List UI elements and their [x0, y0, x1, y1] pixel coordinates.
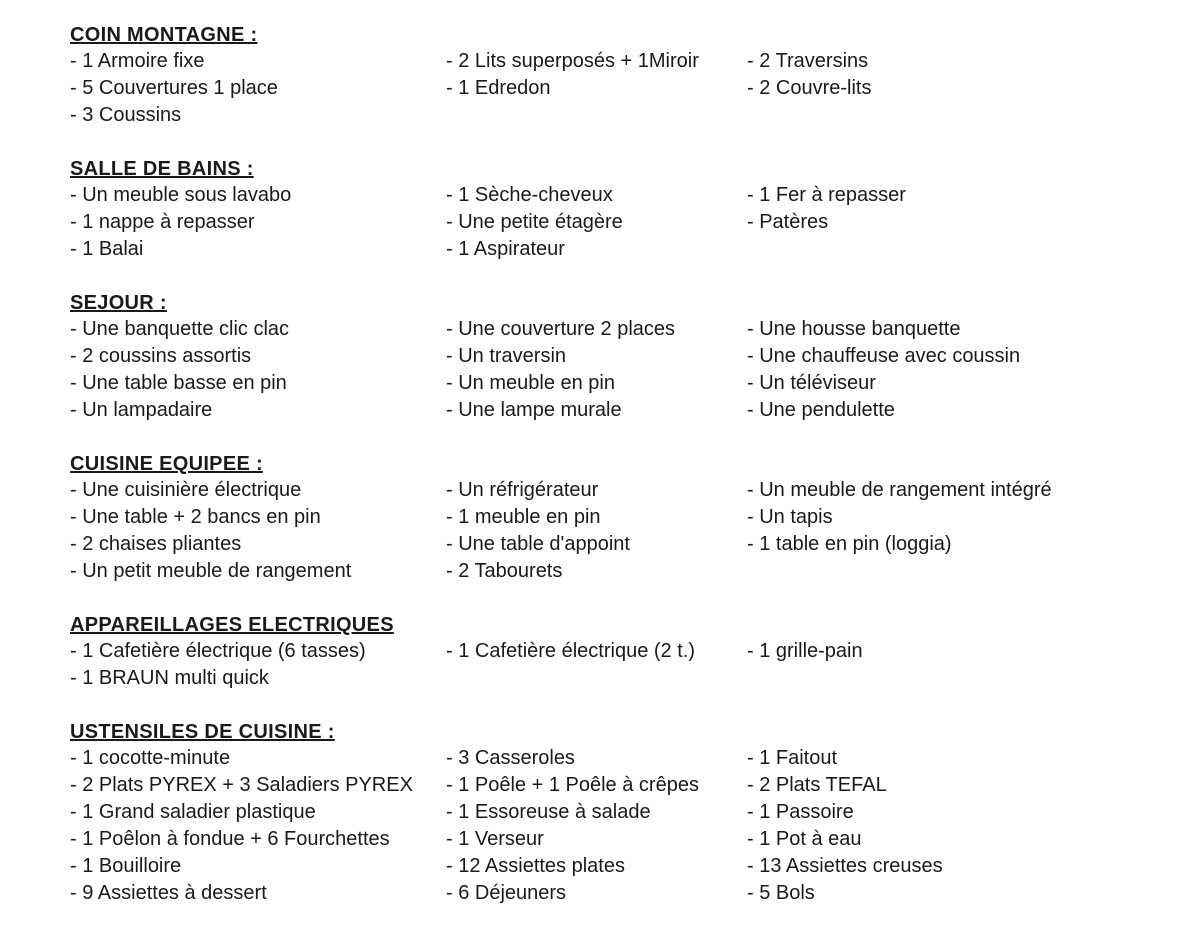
inventory-item: - 3 Casseroles [446, 747, 575, 769]
inventory-item: - 1 Edredon [446, 77, 551, 99]
inventory-item: - Une housse banquette [747, 318, 961, 340]
inventory-item: - Une cuisinière électrique [70, 479, 302, 501]
section-heading: COIN MONTAGNE : [70, 24, 258, 46]
inventory-item: - 1 Poêle + 1 Poêle à crêpes [446, 774, 699, 796]
inventory-item: - Un téléviseur [747, 372, 876, 394]
inventory-item: - 1 table en pin (loggia) [747, 533, 952, 555]
inventory-item: - Un traversin [446, 345, 567, 367]
inventory-item: - 12 Assiettes plates [446, 855, 625, 877]
inventory-item: - 1 BRAUN multi quick [70, 667, 269, 689]
inventory-item: - 1 Bouilloire [70, 855, 182, 877]
inventory-item: - 1 meuble en pin [446, 506, 601, 528]
inventory-item [747, 236, 1180, 263]
section-item-grid [70, 48, 1180, 129]
inventory-item: - 1 Sèche-cheveux [446, 184, 613, 206]
inventory-item: - Un réfrigérateur [446, 479, 599, 501]
inventory-item: - 1 Armoire fixe [70, 50, 205, 72]
inventory-item [446, 665, 747, 692]
section-item-grid [70, 638, 1180, 692]
inventory-item: - 1 Aspirateur [446, 238, 565, 260]
inventory-item: - Une couverture 2 places [446, 318, 676, 340]
inventory-item: - 2 chaises pliantes [70, 533, 242, 555]
inventory-item: - 1 Cafetière électrique (6 tasses) [70, 640, 366, 662]
inventory-item: - 3 Coussins [70, 104, 182, 126]
inventory-item: - 1 Poêlon à fondue + 6 Fourchettes [70, 828, 390, 850]
inventory-item: - 2 Couvre-lits [747, 77, 872, 99]
inventory-item: - Une pendulette [747, 399, 895, 421]
inventory-item: - Un meuble de rangement intégré [747, 479, 1052, 501]
inventory-item: - 1 Essoreuse à salade [446, 801, 651, 823]
inventory-item: - 5 Bols [747, 882, 815, 904]
section-item-grid [70, 745, 1180, 907]
inventory-section [70, 290, 1180, 424]
inventory-item: - 1 Passoire [747, 801, 854, 823]
inventory-item: - 1 Cafetière électrique (2 t.) [446, 640, 695, 662]
inventory-item: - 1 Verseur [446, 828, 544, 850]
inventory-item: - Un lampadaire [70, 399, 213, 421]
inventory-item: - Un tapis [747, 506, 833, 528]
inventory-item: - 1 Fer à repasser [747, 184, 906, 206]
inventory-item: - 1 Pot à eau [747, 828, 862, 850]
inventory-item: - Un meuble en pin [446, 372, 615, 394]
inventory-item: - Une lampe murale [446, 399, 622, 421]
inventory-item: - 1 Grand saladier plastique [70, 801, 316, 823]
inventory-item: - Une table d'appoint [446, 533, 630, 555]
inventory-sections [70, 22, 1180, 907]
inventory-item: - Une banquette clic clac [70, 318, 290, 340]
inventory-item: - 2 Plats TEFAL [747, 774, 887, 796]
inventory-item: - 1 grille-pain [747, 640, 863, 662]
inventory-item: - 2 Traversins [747, 50, 869, 72]
inventory-item: - 1 Faitout [747, 747, 838, 769]
section-item-grid [70, 182, 1180, 263]
inventory-item: - 1 Balai [70, 238, 144, 260]
inventory-item: - Patères [747, 211, 829, 233]
section-heading: SEJOUR : [70, 292, 167, 314]
inventory-item: - Un petit meuble de rangement [70, 560, 352, 582]
inventory-item: - Une petite étagère [446, 211, 623, 233]
inventory-item: - 1 nappe à repasser [70, 211, 255, 233]
inventory-item: - Un meuble sous lavabo [70, 184, 292, 206]
inventory-section [70, 156, 1180, 263]
inventory-section [70, 22, 1180, 129]
inventory-section [70, 719, 1180, 907]
section-item-grid [70, 477, 1180, 585]
inventory-item: - 13 Assiettes creuses [747, 855, 943, 877]
inventory-item [446, 102, 747, 129]
inventory-item: - 2 Tabourets [446, 560, 563, 582]
inventory-item: - 1 cocotte-minute [70, 747, 231, 769]
inventory-item [747, 665, 1180, 692]
section-heading: USTENSILES DE CUISINE : [70, 721, 335, 743]
inventory-document [70, 22, 1180, 934]
inventory-item: - Une chauffeuse avec coussin [747, 345, 1021, 367]
inventory-item: - 9 Assiettes à dessert [70, 882, 267, 904]
inventory-item: - 2 coussins assortis [70, 345, 252, 367]
inventory-item: - 2 Lits superposés + 1Miroir [446, 50, 699, 72]
section-heading: CUISINE EQUIPEE : [70, 453, 263, 475]
inventory-item: - 2 Plats PYREX + 3 Saladiers PYREX [70, 774, 413, 796]
section-heading: SALLE DE BAINS : [70, 158, 254, 180]
inventory-item: - Une table basse en pin [70, 372, 287, 394]
inventory-item: - 5 Couvertures 1 place [70, 77, 278, 99]
section-item-grid [70, 316, 1180, 424]
inventory-section [70, 612, 1180, 692]
section-heading: APPAREILLAGES ELECTRIQUES [70, 614, 394, 636]
inventory-item [747, 102, 1180, 129]
inventory-item [747, 558, 1180, 585]
inventory-section [70, 451, 1180, 585]
inventory-item: - Une table + 2 bancs en pin [70, 506, 321, 528]
inventory-item: - 6 Déjeuners [446, 882, 567, 904]
